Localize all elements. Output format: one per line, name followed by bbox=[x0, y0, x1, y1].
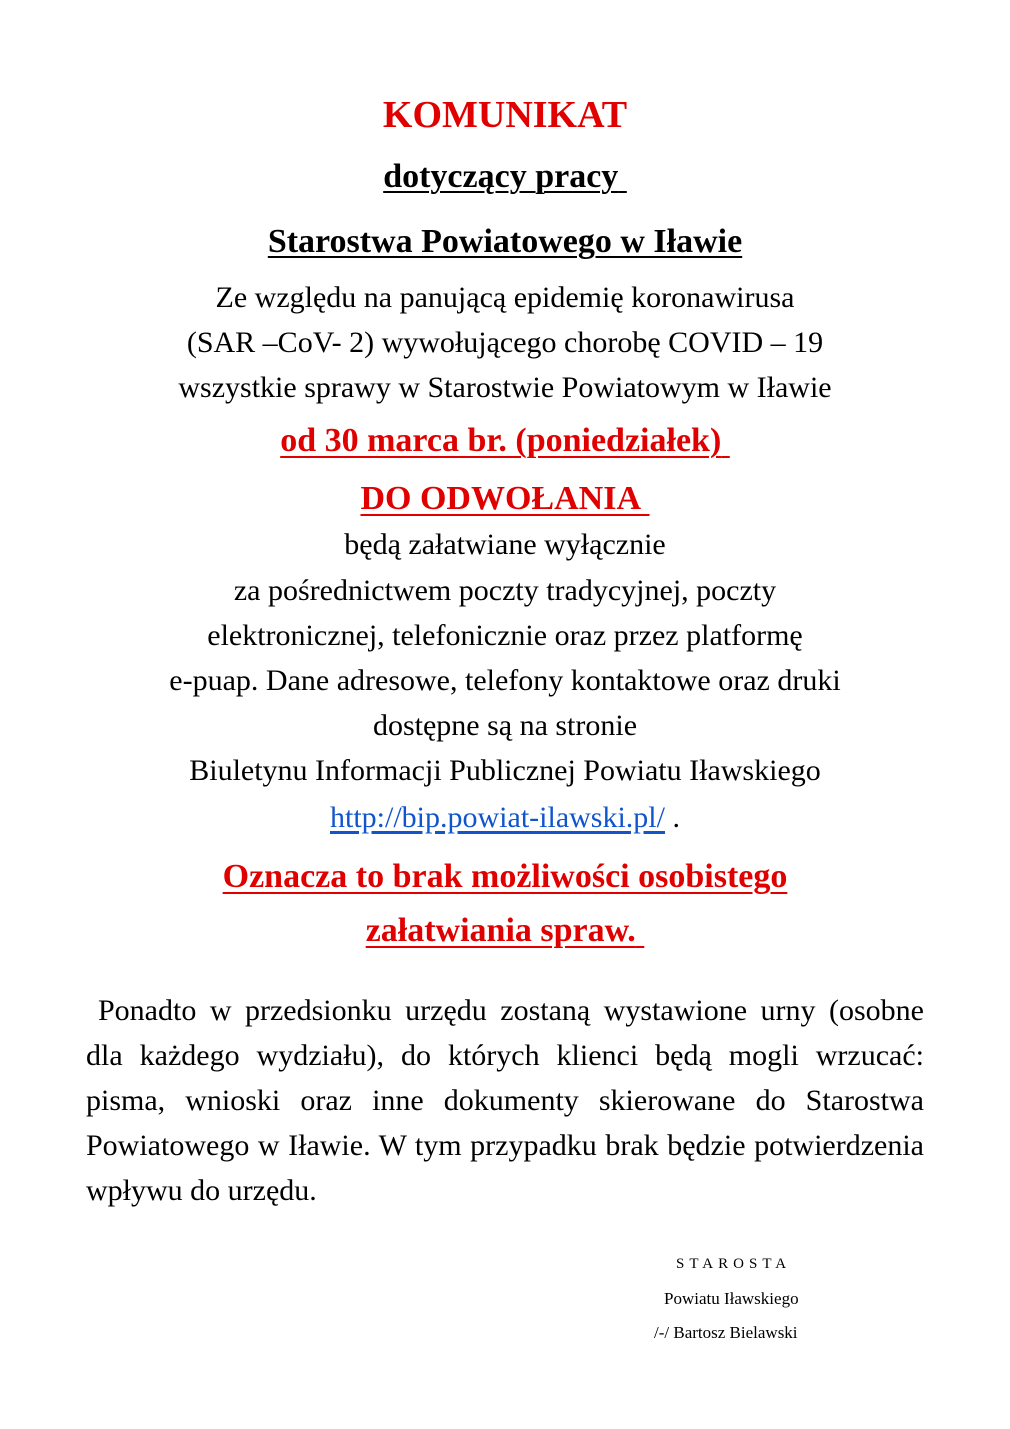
subtitle-line-1 bbox=[0, 160, 1010, 194]
signature-title: STAROSTA bbox=[676, 1256, 792, 1272]
signature-name: /-/ Bartosz Bielawski bbox=[654, 1323, 798, 1342]
bip-link[interactable]: http://bip.powiat-ilawski.pl/ bbox=[330, 801, 665, 834]
bip-link-suffix: . bbox=[664, 801, 680, 834]
date-highlight-text: od 30 marca br. (poniedziałek) bbox=[280, 422, 722, 459]
details-line-6: Biuletynu Informacji Publicznej Powiatu Iławskiego bbox=[189, 754, 821, 787]
additional-info-paragraph: Ponadto w przedsionku urzędu zostaną wystawione urny (osobne dla każdego wydziału), do których klienci będą mogli wrzucać: pisma, wnioski oraz inne dokumenty skierowane do Starostwa Powiatowego w Iławie. W tym przypadku brak będzie potwierdzenia wpływu do urzędu. bbox=[86, 994, 924, 1207]
details-line-1: będą załatwiane wyłącznie bbox=[344, 528, 666, 561]
details-line-2: za pośrednictwem poczty tradycyjnej, poczty bbox=[233, 574, 777, 607]
subtitle-line-2: Starostwa Powiatowego w Iławie bbox=[267, 223, 743, 260]
announcement-title: KOMUNIKAT bbox=[382, 94, 628, 136]
bip-link-line bbox=[0, 803, 1010, 833]
intro-line-3: wszystkie sprawy w Starostwie Powiatowym w Iławie bbox=[178, 371, 832, 404]
intro-line-2: (SAR –CoV- 2) wywołującego chorobę COVID – 19 bbox=[186, 326, 824, 359]
details-line-5: dostępne są na stronie bbox=[372, 709, 638, 742]
warning-line-2-text: załatwiania spraw. bbox=[365, 912, 636, 949]
until-revoked-text: DO ODWOŁANIA bbox=[360, 480, 642, 517]
intro-line-1: Ze względu na panującą epidemię koronawirusa bbox=[215, 281, 795, 314]
signature-office: Powiatu Iławskiego bbox=[664, 1289, 799, 1308]
until-revoked-highlight bbox=[0, 482, 1010, 516]
date-highlight bbox=[0, 424, 1010, 458]
warning-line-1: Oznacza to brak możliwości osobistego bbox=[222, 858, 788, 895]
details-line-3: elektronicznej, telefonicznie oraz przez platformę bbox=[207, 619, 803, 652]
warning-line-2 bbox=[0, 914, 1010, 948]
details-line-4: e-puap. Dane adresowe, telefony kontaktowe oraz druki bbox=[169, 664, 841, 697]
subtitle-line-1-text: dotyczący pracy bbox=[383, 158, 619, 195]
